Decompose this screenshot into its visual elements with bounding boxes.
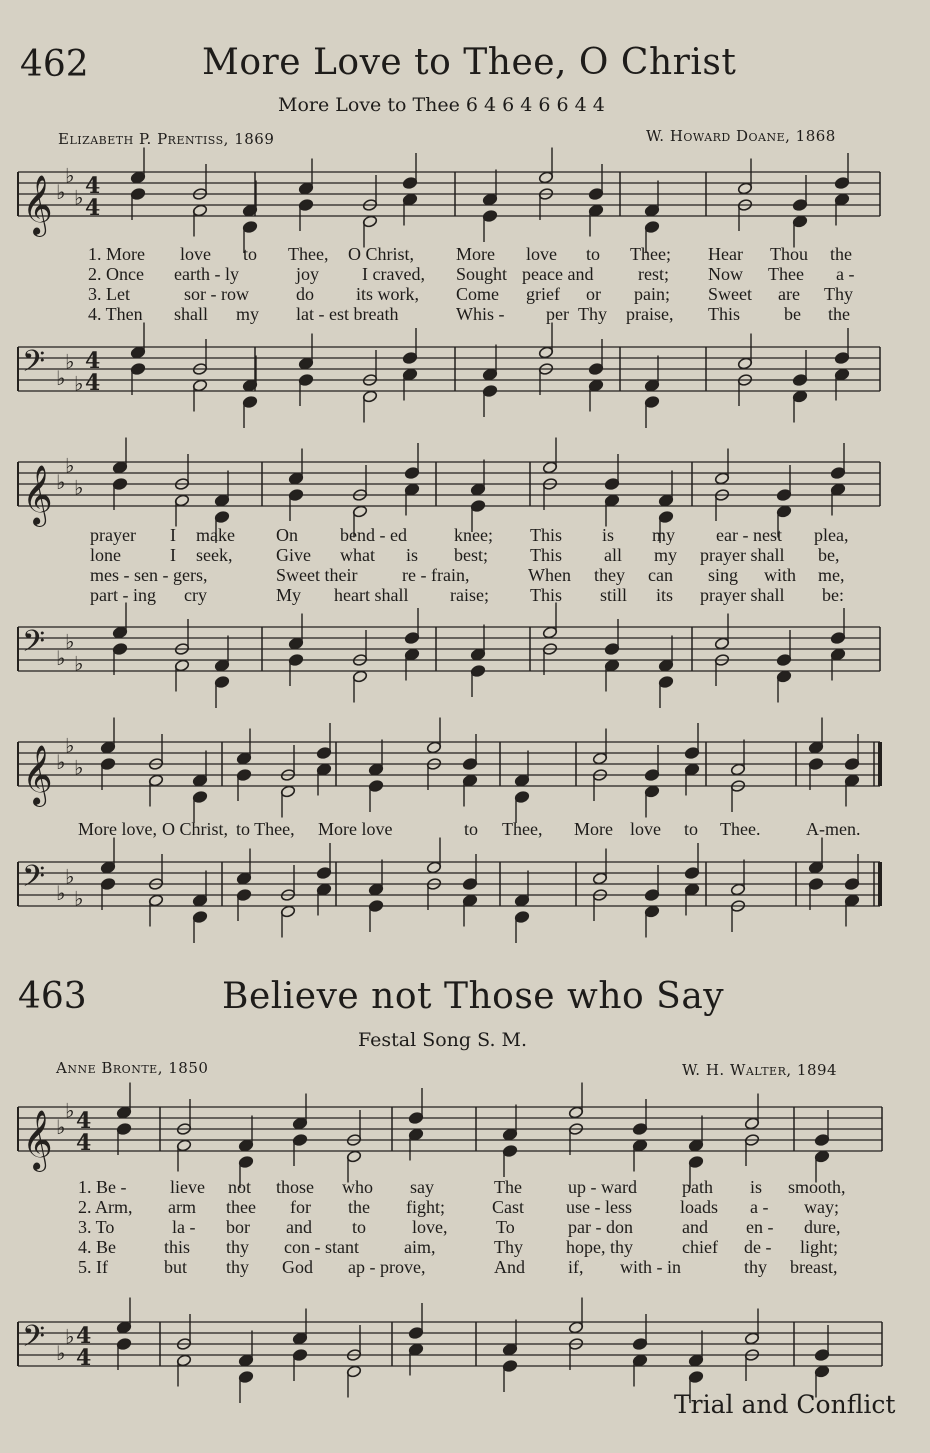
lyric-word: be xyxy=(784,304,801,324)
lyric-word: those xyxy=(276,1177,314,1197)
flat-icon: ♭ xyxy=(65,163,75,188)
lyric-word: per xyxy=(546,304,569,324)
lyric-word: lieve xyxy=(170,1177,205,1197)
lyric-word: arm xyxy=(168,1197,196,1217)
flat-icon: ♭ xyxy=(65,1324,75,1349)
lyric-word: if, xyxy=(568,1257,584,1277)
treble-staff-462-system1 xyxy=(0,160,930,240)
flat-icon: ♭ xyxy=(65,349,75,374)
lyric-word: cry xyxy=(184,585,207,605)
flat-icon: ♭ xyxy=(65,453,75,478)
lyric-word: Sought xyxy=(456,264,508,284)
lyric-word: is xyxy=(602,525,615,545)
time-signature-top: 4 xyxy=(85,348,101,374)
lyric-word: a - xyxy=(750,1197,769,1217)
lyric-word: Hear xyxy=(708,244,743,264)
lyrics-462-system1 xyxy=(0,244,930,328)
verse-line-3 xyxy=(0,565,930,585)
lyric-word: love xyxy=(630,819,661,839)
lyric-word: heart shall xyxy=(334,585,409,605)
lyric-word: ap - prove, xyxy=(348,1257,426,1277)
lyric-word: 4. Then xyxy=(88,304,143,324)
bass-staff-462-system2 xyxy=(0,615,930,695)
lyric-word: for xyxy=(290,1197,311,1217)
flat-icon: ♭ xyxy=(65,629,75,654)
lyric-word: or xyxy=(586,284,601,304)
lyric-word: prayer shall xyxy=(700,545,785,565)
flat-icon: ♭ xyxy=(56,1341,66,1365)
verse-line-3 xyxy=(0,284,930,304)
flat-icon: ♭ xyxy=(65,864,75,889)
hymn-title-463: Believe not Those who Say xyxy=(222,976,725,1017)
verse-line-2 xyxy=(0,1197,930,1217)
lyric-word: to xyxy=(684,819,699,839)
lyric-word: are xyxy=(778,284,800,304)
lyric-word: 5. If xyxy=(78,1257,108,1277)
lyrics-463 xyxy=(0,1177,930,1281)
lyric-word: use - less xyxy=(566,1197,632,1217)
flat-icon: ♭ xyxy=(56,470,66,494)
lyric-word: O Christ, xyxy=(162,819,229,839)
lyric-word: God xyxy=(282,1257,313,1277)
lyric-word: This xyxy=(708,304,741,324)
lyric-word: en - xyxy=(746,1217,774,1237)
lyric-word: but xyxy=(164,1257,188,1277)
lyric-word: is xyxy=(750,1177,763,1197)
lyric-word: part - ing xyxy=(90,585,156,605)
tune-name-463: Festal Song S. M. xyxy=(358,1029,528,1051)
lyric-word: plea, xyxy=(814,525,849,545)
bass-clef-icon: 𝄢 xyxy=(22,860,46,901)
lyric-word: to xyxy=(464,819,479,839)
treble-clef-icon: 𝄞 xyxy=(22,175,53,235)
lyric-word: loads xyxy=(680,1197,718,1217)
lyric-word: make xyxy=(196,525,235,545)
lyric-word: This xyxy=(530,525,563,545)
lyric-word: Thy xyxy=(578,304,607,324)
flat-icon: ♭ xyxy=(56,366,66,390)
lyric-word: thy xyxy=(226,1257,250,1277)
lyric-word: More xyxy=(574,819,613,839)
lyric-word: aim, xyxy=(404,1237,436,1257)
lyric-word: Thee; xyxy=(630,244,671,264)
verse-line-2 xyxy=(0,264,930,284)
bass-clef-icon: 𝄢 xyxy=(22,1320,46,1361)
lyric-word: The xyxy=(494,1177,522,1197)
lyric-word: peace and xyxy=(522,264,594,284)
lyric-word: And xyxy=(494,1257,525,1277)
lyric-word: bor xyxy=(226,1217,250,1237)
lyric-word: its xyxy=(656,585,674,605)
lyric-word: all xyxy=(604,545,622,565)
lyric-word: with - in xyxy=(620,1257,681,1277)
lyric-word: O Christ, xyxy=(348,244,415,264)
lyric-word: This xyxy=(530,545,563,565)
flat-icon: ♭ xyxy=(56,1115,66,1139)
lyric-word: Thee, xyxy=(288,244,329,264)
lyric-word: smooth, xyxy=(788,1177,846,1197)
bass-staff-462-system3 xyxy=(0,850,930,930)
lyric-word: breast, xyxy=(790,1257,838,1277)
lyric-word: Sweet their xyxy=(276,565,358,585)
treble-clef-icon: 𝄞 xyxy=(22,745,53,805)
lyric-word: raise; xyxy=(450,585,489,605)
time-signature-bottom: 4 xyxy=(85,370,101,396)
lyric-word: 4. Be xyxy=(78,1237,116,1257)
lyric-word: Cast xyxy=(492,1197,525,1217)
lyric-word: Thee. xyxy=(720,819,761,839)
author-credit-463: Anne Bronte, 1850 xyxy=(56,1059,209,1077)
lyric-word: I xyxy=(170,525,176,545)
composer-credit-462: W. Howard Doane, 1868 xyxy=(646,127,836,145)
lyric-word: can xyxy=(648,565,673,585)
time-signature-top: 4 xyxy=(76,1108,92,1134)
time-signature-bottom: 4 xyxy=(76,1345,92,1371)
author-credit-462: Elizabeth P. Prentiss, 1869 xyxy=(58,130,275,148)
lyric-word: When xyxy=(528,565,571,585)
lyric-word: dure, xyxy=(804,1217,841,1237)
lyric-word: Give xyxy=(276,545,311,565)
lyric-word: 2. Arm, xyxy=(78,1197,133,1217)
lyric-word: path xyxy=(682,1177,713,1197)
lyric-word: 3. To xyxy=(78,1217,115,1237)
lyric-word: More love, xyxy=(78,819,157,839)
verse-line-1 xyxy=(0,525,930,545)
lyric-word: fight; xyxy=(406,1197,445,1217)
lyric-word: light; xyxy=(800,1237,839,1257)
lyric-word: be, xyxy=(818,545,840,565)
lyric-word: On xyxy=(276,525,298,545)
lyric-word: con - stant xyxy=(284,1237,359,1257)
lyric-word: to xyxy=(243,244,258,264)
flat-icon: ♭ xyxy=(56,750,66,774)
lyric-word: Come xyxy=(456,284,499,304)
lyric-word: praise, xyxy=(626,304,674,324)
treble-staff-462-system3 xyxy=(0,730,930,810)
flat-icon: ♭ xyxy=(74,755,84,780)
lyric-word: say xyxy=(410,1177,434,1197)
lyric-word: A-men. xyxy=(806,819,861,839)
lyric-word: Thy xyxy=(824,284,853,304)
lyric-word: 3. Let xyxy=(88,284,130,304)
lyric-word: thee xyxy=(226,1197,256,1217)
bass-staff-463 xyxy=(0,1310,930,1390)
treble-clef-icon: 𝄞 xyxy=(22,1110,53,1170)
flat-icon: ♭ xyxy=(65,1098,75,1123)
lyric-word: and xyxy=(682,1217,708,1237)
flat-icon: ♭ xyxy=(56,180,66,204)
lyric-word: pain; xyxy=(634,284,670,304)
lyric-word: the xyxy=(828,304,850,324)
lyric-word: best; xyxy=(454,545,488,565)
verse-line-5 xyxy=(0,1257,930,1277)
lyric-word: Thy xyxy=(494,1237,523,1257)
lyric-word: lone xyxy=(90,545,121,565)
lyric-word: still xyxy=(600,585,628,605)
lyric-word: shall xyxy=(174,304,208,324)
bass-staff-462-system1 xyxy=(0,335,930,415)
lyric-word: my xyxy=(652,525,676,545)
lyric-word: its work, xyxy=(356,284,419,304)
lyric-word: To xyxy=(496,1217,515,1237)
lyric-word: seek, xyxy=(196,545,233,565)
lyric-word: la - xyxy=(172,1217,196,1237)
treble-staff-463 xyxy=(0,1095,930,1175)
lyric-word: to xyxy=(586,244,601,264)
verse-line-2 xyxy=(0,545,930,565)
lyric-word: re - frain, xyxy=(402,565,470,585)
lyric-word: thy xyxy=(226,1237,250,1257)
lyric-word: do xyxy=(296,284,314,304)
flat-icon: ♭ xyxy=(74,185,84,210)
lyric-word: thy xyxy=(744,1257,768,1277)
flat-icon: ♭ xyxy=(74,371,84,396)
lyric-word: Now xyxy=(708,264,743,284)
lyric-word: they xyxy=(594,565,625,585)
flat-icon: ♭ xyxy=(65,733,75,758)
verse-line-4 xyxy=(0,585,930,605)
verse-line-1 xyxy=(0,244,930,264)
lyric-word: 2. Once xyxy=(88,264,144,284)
flat-icon: ♭ xyxy=(74,651,84,676)
bass-clef-icon: 𝄢 xyxy=(22,625,46,666)
lyrics-462-refrain xyxy=(0,819,930,841)
lyric-word: joy xyxy=(296,264,320,284)
lyric-word: chief xyxy=(682,1237,718,1257)
flat-icon: ♭ xyxy=(74,475,84,500)
lyric-word: the xyxy=(348,1197,370,1217)
lyric-word: Whis - xyxy=(456,304,505,324)
time-signature-bottom: 4 xyxy=(85,195,101,221)
lyric-word: Thou xyxy=(770,244,808,264)
lyric-word: earth - ly xyxy=(174,264,239,284)
lyric-word: 1. More xyxy=(88,244,145,264)
lyric-word: I xyxy=(170,545,176,565)
lyric-word: be: xyxy=(822,585,844,605)
lyric-word: knee; xyxy=(454,525,493,545)
lyric-word: way; xyxy=(804,1197,839,1217)
lyric-word: grief xyxy=(526,284,560,304)
lyric-word: lat - est breath xyxy=(296,304,399,324)
lyric-word: prayer shall xyxy=(700,585,785,605)
lyric-word: prayer xyxy=(90,525,136,545)
lyric-word: up - ward xyxy=(568,1177,637,1197)
lyric-word: rest; xyxy=(638,264,669,284)
flat-icon: ♭ xyxy=(74,886,84,911)
verse-line-1 xyxy=(0,1177,930,1197)
treble-clef-icon: 𝄞 xyxy=(22,465,53,525)
lyric-word: mes - sen - gers, xyxy=(90,565,208,585)
hymn-number-463: 463 xyxy=(18,976,87,1017)
lyric-word: de - xyxy=(744,1237,772,1257)
lyric-word: bend - ed xyxy=(340,525,407,545)
verse-line-4 xyxy=(0,1237,930,1257)
verse-line-4 xyxy=(0,304,930,324)
verse-line-3 xyxy=(0,1217,930,1237)
lyric-word: Thee, xyxy=(502,819,543,839)
lyric-word: sor - row xyxy=(184,284,249,304)
lyric-word: love xyxy=(180,244,211,264)
hymn-title-462: More Love to Thee, O Christ xyxy=(202,42,737,83)
composer-credit-463: W. H. Walter, 1894 xyxy=(682,1061,838,1079)
time-signature-bottom: 4 xyxy=(76,1130,92,1156)
lyric-word: ear - nest xyxy=(716,525,782,545)
lyric-word: This xyxy=(530,585,563,605)
lyric-word: what xyxy=(340,545,375,565)
bass-clef-icon: 𝄢 xyxy=(22,345,46,386)
lyric-word: to xyxy=(352,1217,367,1237)
lyric-word: love xyxy=(526,244,557,264)
lyric-word: who xyxy=(342,1177,373,1197)
lyric-word: this xyxy=(164,1237,191,1257)
flat-icon: ♭ xyxy=(56,646,66,670)
time-signature-top: 4 xyxy=(85,173,101,199)
tune-name-462: More Love to Thee 6 4 6 4 6 6 4 4 xyxy=(278,94,605,116)
lyric-word: sing xyxy=(708,565,739,585)
lyric-word: I craved, xyxy=(362,264,425,284)
treble-staff-462-system2 xyxy=(0,450,930,530)
time-signature-top: 4 xyxy=(76,1323,92,1349)
lyric-word: Sweet xyxy=(708,284,752,304)
lyric-word: love, xyxy=(412,1217,448,1237)
lyric-word: with xyxy=(764,565,797,585)
flat-icon: ♭ xyxy=(56,881,66,905)
lyric-word: Thee xyxy=(768,264,804,284)
lyrics-462-system2 xyxy=(0,525,930,609)
lyric-word: to Thee, xyxy=(236,819,295,839)
lyric-word: is xyxy=(406,545,419,565)
lyric-word: hope, thy xyxy=(566,1237,633,1257)
lyric-word: a - xyxy=(836,264,855,284)
section-footer: Trial and Conflict xyxy=(674,1390,896,1419)
lyric-word: 1. Be - xyxy=(78,1177,127,1197)
lyric-word: me, xyxy=(818,565,845,585)
lyric-word: the xyxy=(830,244,852,264)
lyric-word: par - don xyxy=(568,1217,633,1237)
lyric-word: not xyxy=(228,1177,252,1197)
lyric-word: More love xyxy=(318,819,393,839)
lyric-word: my xyxy=(654,545,678,565)
hymn-number-462: 462 xyxy=(20,44,89,85)
lyric-word: and xyxy=(286,1217,312,1237)
lyric-word: More xyxy=(456,244,495,264)
lyric-word: My xyxy=(276,585,302,605)
lyric-word: my xyxy=(236,304,260,324)
